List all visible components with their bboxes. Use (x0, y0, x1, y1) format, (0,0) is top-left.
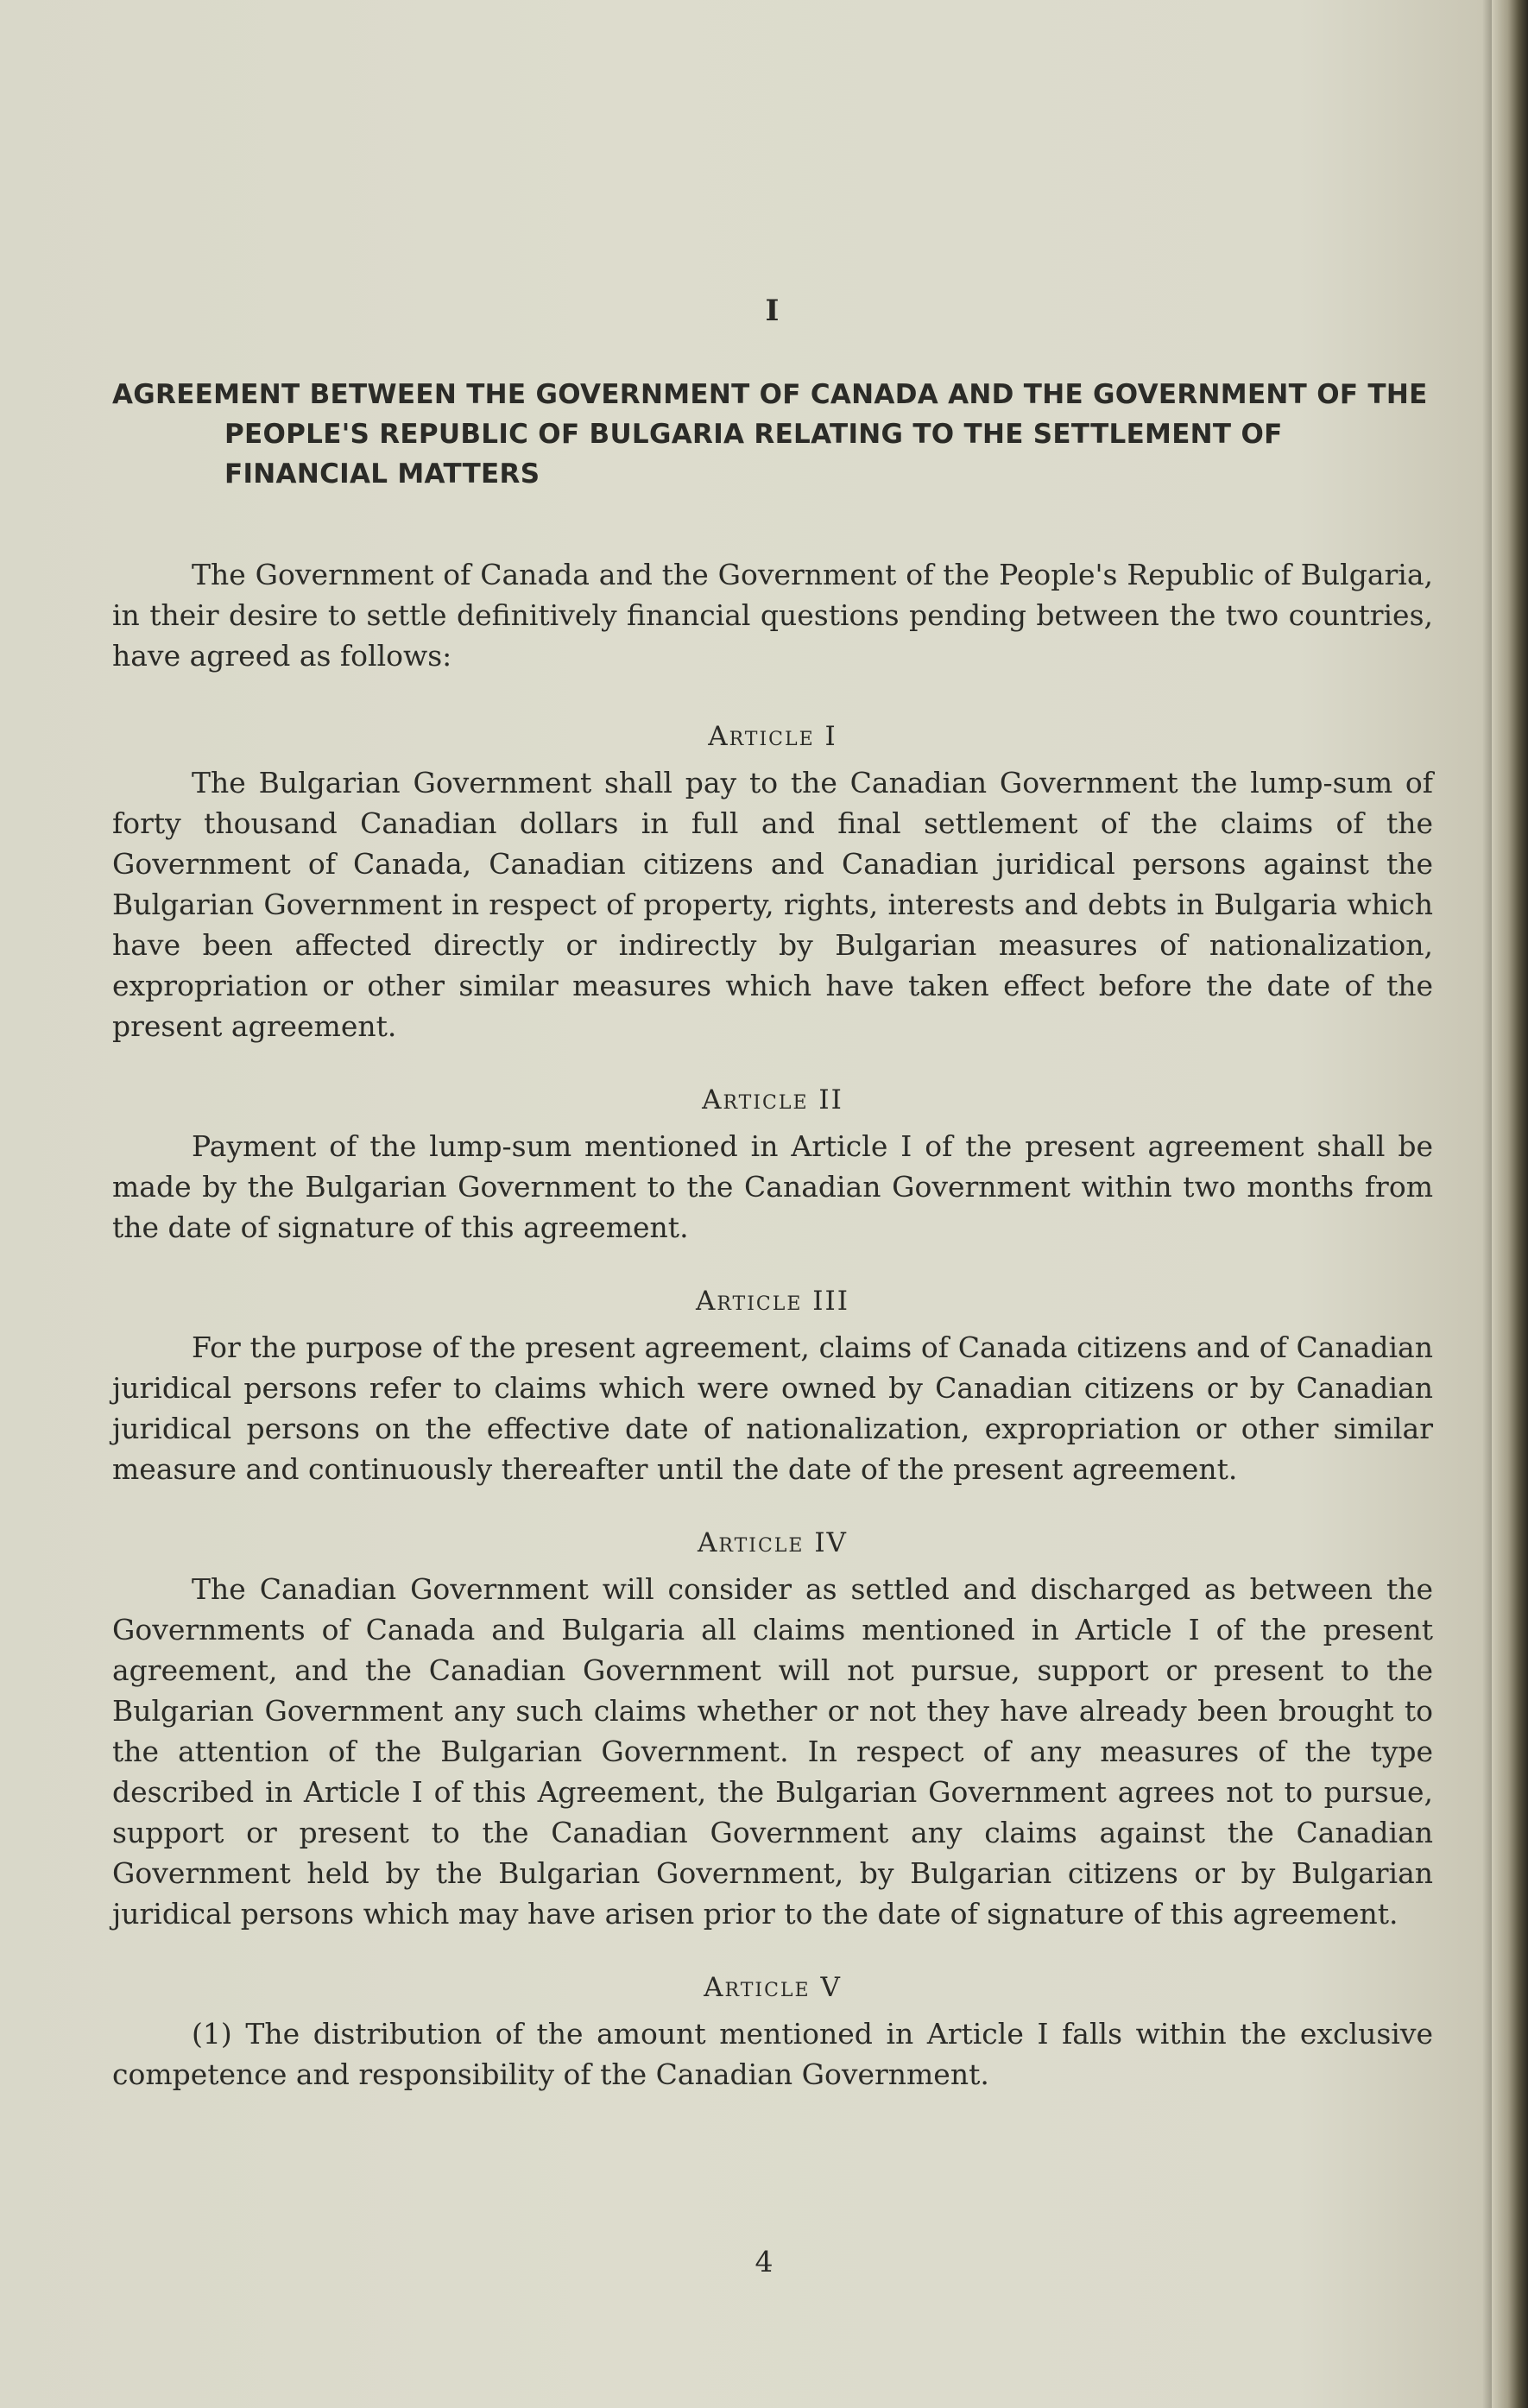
article-2-heading: Article II (702, 1084, 843, 1116)
preamble-paragraph: The Government of Canada and the Government of the People's Republic of Bulgaria, in their desire to settle definitively financial questions pending between the two countries, have agreed as follows: (112, 558, 1433, 673)
page-number: 4 (755, 2245, 773, 2278)
document-body (112, 294, 1433, 2095)
article-3-heading: Article III (695, 1286, 850, 1317)
section-numeral: I (765, 294, 780, 328)
article-4-text: The Canadian Government will consider as settled and discharged as between the Governments of Canada and Bulgaria all claims mentioned in Article I of the present agreement, and the Canadian Government will not pursue, support or present to the Bulgarian Government any such claims whether or not they have already been brought to the attention of the Bulgarian Government. In respect of any measures of the type described in Article I of this Agreement, the Bulgarian Government agrees not to pursue, support or present to the Canadian Government any claims against the Canadian Government held by the Bulgarian Government, by Bulgarian citizens or by Bulgarian juridical persons which may have arisen prior to the date of signature of this agreement. (112, 1572, 1433, 1931)
article-1-heading: Article I (708, 721, 837, 752)
article-1-text: The Bulgarian Government shall pay to the Canadian Government the lump-sum of forty thousand Canadian dollars in full and final settlement of the claims of the Government of Canada, Canadian citizens and Canadian juridical persons against the Bulgarian Government in respect of property, rights, interests and debts in Bulgaria which have been affected directly or indirectly by Bulgarian measures of nationalization, expropriation or other similar measures which have taken effect before the date of the present agreement. (112, 766, 1433, 1043)
book-spine-shadow (1492, 0, 1528, 2408)
article-3-text: For the purpose of the present agreement, claims of Canada citizens and of Canadian juridical persons refer to claims which were owned by Canadian citizens or by Canadian juridical persons on the effective date of nationalization, expropriation or other similar measure and continuously thereafter until the date of the present agreement. (112, 1330, 1433, 1486)
article-4-heading: Article IV (698, 1527, 848, 1558)
article-5-heading: Article V (704, 1972, 842, 2003)
article-2-text: Payment of the lump-sum mentioned in Article I of the present agreement shall be made by the Bulgarian Government to the Canadian Government within two months from the date of signature of this agreement. (112, 1129, 1433, 1244)
agreement-title: AGREEMENT BETWEEN THE GOVERNMENT OF CANADA AND THE GOVERNMENT OF THE PEOPLE'S REPUBLIC OF BULGARIA RELATING TO THE SETTLEMENT OF FINANCIAL MATTERS (112, 379, 1428, 490)
article-5-text: (1) The distribution of the amount mentioned in Article I falls within the exclusive competence and responsibility of the Canadian Government. (112, 2017, 1433, 2091)
